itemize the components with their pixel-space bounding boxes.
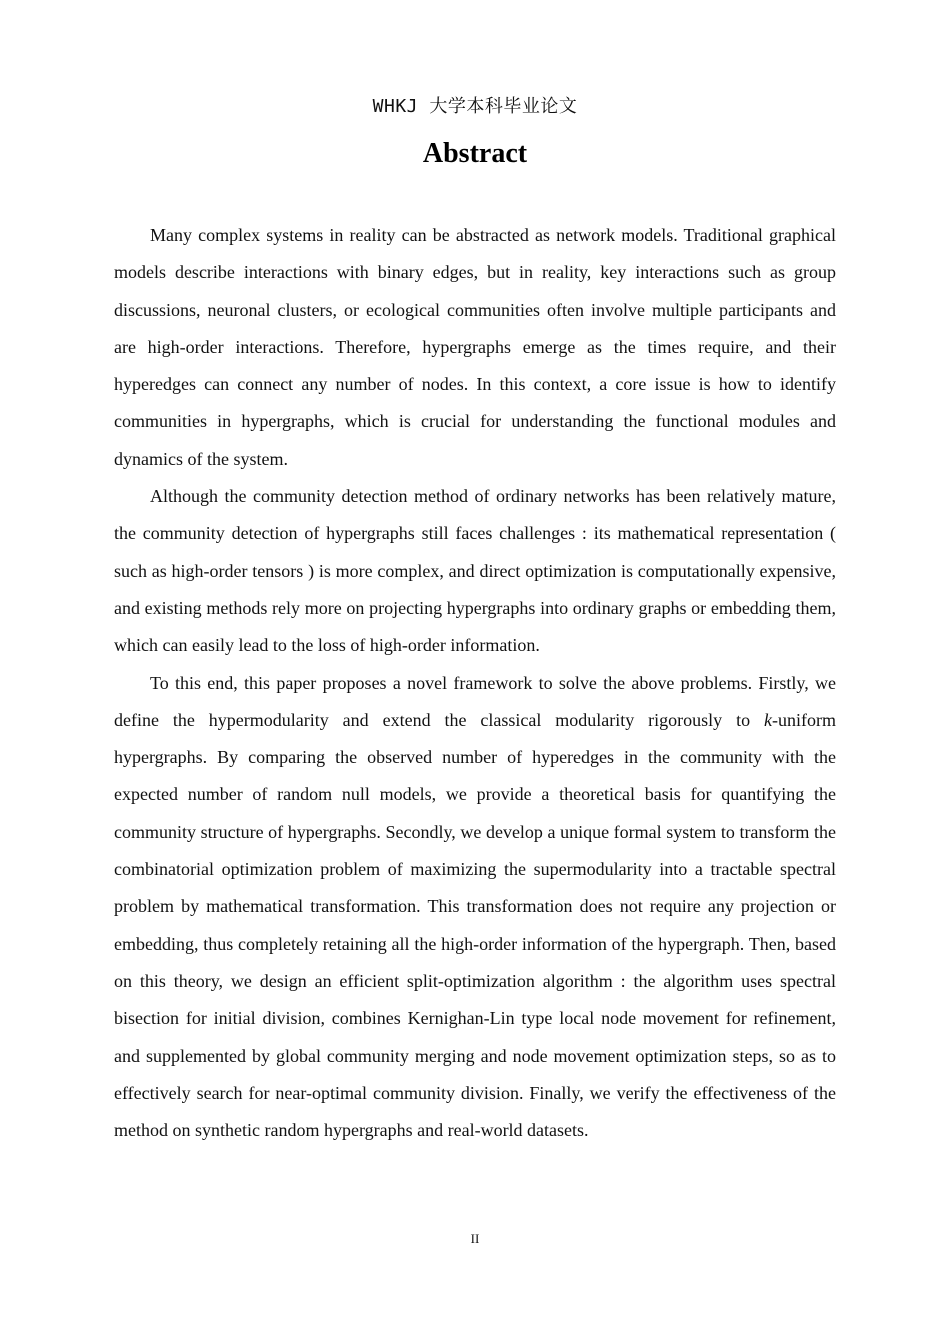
abstract-paragraph-1: Many complex systems in reality can be abstracted as network models. Traditional graphical models describe interactions with binary edges, but in reality, key interactions such as group discussions, neuronal clusters, or ecological communities often involve multiple participants and are high-order interactions. Therefore, hypergraphs emerge as the times require, and their hyperedges can connect any number of nodes. In this context, a core issue is how to identify communities in hypergraphs, which is crucial for understanding the functional modules and dynamics of the system. (114, 225, 836, 469)
paragraph-3-part-2: -uniform hypergraphs. By comparing the observed number of hyperedges in the community with the expected number of random null models, we provide a theoretical basis for quantifying the community structure of hypergraphs. Secondly, we develop a unique formal system to transform the combinatorial optimization problem of maximizing the supermodularity into a tractable spectral problem by mathematical transformation. This transformation does not require any projection or embedding, thus completely retaining all the high-order information of the hypergraph. Then, based on this theory, we design an efficient split-optimization algorithm : the algorithm uses spectral bisection for initial division, combines Kernighan-Lin type local node movement for refinement, and supplemented by global community merging and node movement optimization steps, so as to effectively search for near-optimal community division. Finally, we verify the effectiveness of the method on synthetic random hypergraphs and real-world datasets. (114, 709, 836, 1141)
abstract-paragraph-2: Although the community detection method of ordinary networks has been relatively mature, the community detection of hypergraphs still faces challenges : its mathematical representation ( such as high-order tensors ) is more complex, and direct optimization is computationally expensive, and existing methods rely more on projecting hypergraphs into ordinary graphs or embedding them, which can easily lead to the loss of high-order information. (114, 486, 836, 656)
section-title: Abstract (422, 138, 528, 169)
page-number: II (470, 1231, 480, 1246)
k-variable: k (764, 709, 773, 730)
abstract-paragraph-3 (114, 665, 836, 1150)
running-header: WHKJ 大学本科毕业论文 (372, 96, 578, 117)
paragraph-3-part-1: To this end, this paper proposes a novel framework to solve the above problems. Firstly, we define the hypermodularity and extend the classical modularity rigorously to (114, 672, 836, 730)
abstract-body (114, 217, 836, 1149)
